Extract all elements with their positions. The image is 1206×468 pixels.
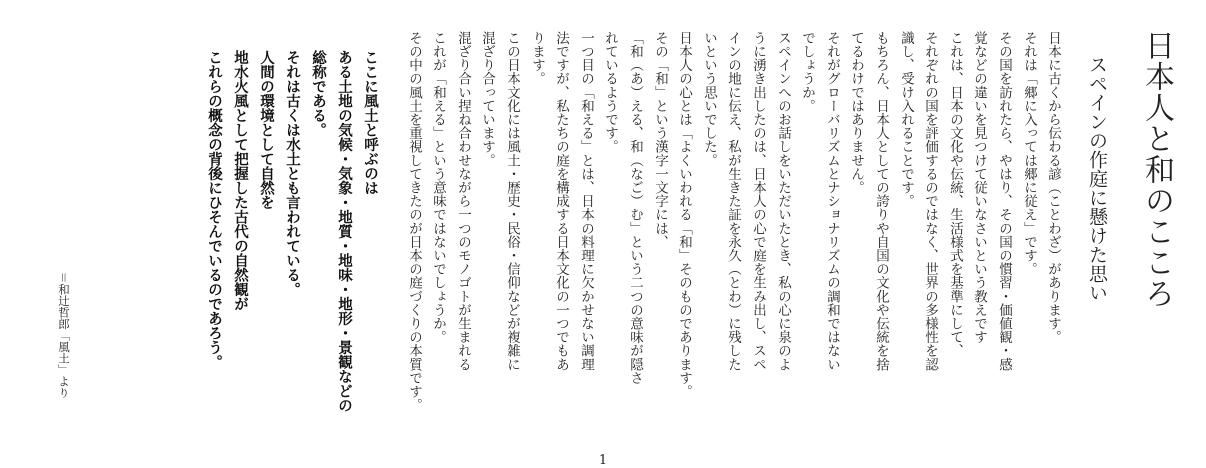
body-line: もちろん、日本人としての誇りや自国の文化や伝統を捨 (873, 31, 889, 371)
body-line: それがグローバリズムとナショナリズムの調和ではない (824, 31, 840, 371)
quote-line: ここに風土と呼ぶのは (362, 50, 379, 195)
body-line: いという思いでした。 (701, 31, 717, 167)
body-line: 日本人の心とは「よくいわれる「和」そのものであります。 (676, 31, 692, 399)
body-line: その中の風土を重視してきたのが日本の庭づくりの本質です。 (406, 31, 422, 412)
body-line: 日本に古くから伝わる諺（ことわざ）があります。 (1045, 31, 1061, 344)
body-line: れているようです。 (602, 31, 618, 154)
body-line: うに湧き出したのは、日本人の心で庭を生み出し、スペ (750, 31, 766, 371)
body-line: でしょうか。 (799, 31, 815, 113)
page-number: 1 (598, 453, 608, 468)
body-line: 法ですが、私たちの庭を構成する日本文化の一つでもあ (553, 31, 569, 371)
body-line: スペインへのお話しをいただいたとき、私の心に泉のよ (775, 31, 791, 371)
page-subtitle: スペインの作庭に懸けた思い (1086, 55, 1108, 302)
body-line: 混ざり合い捏ね合わせながら一つのモノゴトが生まれる (455, 31, 471, 371)
body-line: それは「郷に入っては郷に従え」です。 (1021, 31, 1037, 276)
quote-line: ある土地の気候・気象・地質・地味・地形・景観などの (336, 50, 353, 413)
body-line: 「和（あ）える、和（なご）む」という二つの意味が隠さ (627, 31, 643, 385)
body-line: その「和」という漢字一文字には、 (652, 31, 668, 249)
quote-line: それは古くは水土とも言われている。 (284, 50, 301, 297)
citation: ＝和辻哲郎「風土」より (57, 272, 71, 399)
body-line: 覚などの違いを見つけて従いなさいという教えです (971, 31, 987, 344)
body-line: 一つ目の「和える」とは、日本の料理に欠かせない調理 (578, 31, 594, 371)
body-line: 混ざり合っています。 (479, 31, 495, 167)
quote-line: これらの概念の背後にひそんでいるのであろう。 (206, 50, 223, 369)
quote-line: 人間の環境として自然を (258, 50, 275, 210)
quote-line: 地水火風として把握した古代の自然観が (232, 50, 249, 311)
body-line: ります。 (529, 31, 545, 86)
body-line: それぞれの国を評価するのではなく、世界の多様性を認 (922, 31, 938, 371)
body-line: その国を訪れたら、やはり、その国の慣習・価値観・感 (996, 31, 1012, 371)
body-line: これが「和える」という意味ではないでしょうか。 (430, 31, 446, 344)
body-line: てるわけではありません。 (848, 31, 864, 195)
body-line: インの地に伝え、私が生きた証を永久（とわ）に残した (725, 31, 741, 371)
page-title: 日本人と和のこころ (1139, 30, 1174, 309)
quote-line: 総称である。 (310, 50, 327, 137)
body-line: これは、日本の文化や伝統、生活様式を基準にして、 (947, 31, 963, 358)
body-line: この日本文化には風土・歴史・民俗・信仰などが複雑に (504, 31, 520, 371)
body-line: 識し、受け入れることです。 (898, 31, 914, 208)
